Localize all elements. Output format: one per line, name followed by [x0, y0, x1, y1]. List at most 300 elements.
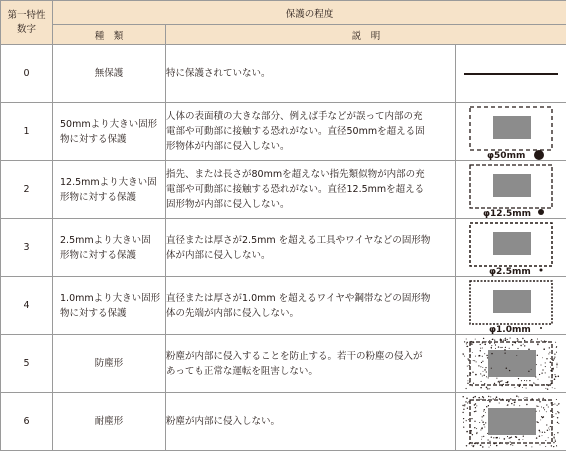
dust-particle [544, 409, 545, 410]
dust-particle [476, 405, 477, 406]
dust-particle [550, 425, 551, 426]
dust-particle [472, 385, 473, 386]
description-line: 電部や可動部に接触する恐れがない。直径12.5mmを超える [166, 184, 425, 195]
dust-particle [474, 360, 475, 361]
dust-particle [474, 395, 475, 396]
dust-particle [463, 421, 464, 422]
dust-particle [557, 421, 558, 422]
dust-particle [487, 357, 488, 358]
dust-particle [502, 398, 504, 400]
dust-particle [472, 352, 473, 353]
dust-particle [469, 443, 470, 444]
dust-particle [539, 435, 540, 436]
dust-particle [476, 361, 477, 362]
dust-particle [466, 343, 467, 344]
dust-particle [480, 366, 481, 367]
dust-particle [499, 402, 500, 403]
dust-particle [475, 407, 476, 408]
dust-particle [554, 374, 555, 375]
protection-type [53, 335, 166, 393]
dust-particle [486, 376, 487, 377]
dust-particle [518, 396, 519, 397]
dust-particle [531, 368, 532, 369]
dust-particle [508, 383, 509, 384]
dust-particle [521, 380, 522, 381]
dust-particle [522, 439, 523, 440]
dust-particle [482, 375, 483, 376]
dust-particle [469, 381, 470, 382]
dust-particle [556, 351, 557, 352]
dust-particle [495, 347, 496, 348]
dust-particle [517, 341, 518, 342]
dust-particle [483, 337, 484, 338]
dust-particle [467, 382, 468, 383]
description-line: 粉塵が内部に侵入しない。 [166, 416, 281, 427]
description-line: 指先、または長さが80mmを超えない指先類似物が内部の充 [166, 169, 425, 180]
dust-particle [467, 365, 468, 366]
dust-particle [558, 423, 559, 424]
dust-particle [511, 436, 512, 437]
dust-particle [466, 420, 467, 421]
dust-particle [472, 343, 473, 344]
dust-particle [464, 341, 465, 342]
dust-particle [483, 410, 484, 411]
dust-particle [543, 407, 544, 408]
dust-particle [550, 382, 551, 383]
dust-particle [507, 443, 508, 444]
dust-particle [552, 411, 553, 412]
dust-particle [507, 436, 508, 437]
dust-particle [514, 401, 515, 402]
table-row [1, 103, 566, 161]
dust-particle [512, 444, 513, 445]
dust-particle [552, 374, 553, 375]
dust-particle [500, 339, 501, 340]
dust-particle [478, 365, 479, 366]
dust-particle [555, 439, 556, 440]
dust-particle [468, 419, 469, 420]
dust-particle [540, 419, 541, 420]
dust-particle [480, 347, 481, 348]
dust-particle [468, 401, 469, 402]
dust-particle [511, 402, 512, 403]
dust-particle [493, 437, 494, 438]
description-line: 直径または厚さが1.0mm を超えるワイヤや鋼帯などの固形物 [166, 292, 431, 304]
dust-particle [551, 377, 552, 378]
row-number: 3 [1, 219, 53, 277]
dust-particle [480, 386, 482, 388]
dust-particle [474, 410, 475, 411]
dust-particle [486, 406, 487, 407]
dust-particle [463, 408, 464, 409]
dust-particle [498, 346, 499, 347]
dust-particle [493, 398, 494, 399]
dust-particle [540, 444, 541, 445]
dust-particle [464, 405, 465, 406]
protection-type-line: 50mmより大きい固形 [60, 118, 158, 130]
dust-particle [545, 366, 546, 367]
dust-particle [558, 412, 559, 413]
row-number: 0 [1, 45, 53, 103]
first-char-header-line2: 数字 [16, 23, 36, 35]
protection-type [53, 277, 166, 335]
dust-particle [473, 382, 474, 383]
dust-particle [541, 442, 542, 443]
dust-particle [526, 403, 527, 404]
dust-particle [467, 345, 468, 346]
dust-particle [536, 410, 537, 411]
dust-particle [483, 435, 484, 436]
protection-type-line: 防塵形 [94, 358, 124, 369]
dust-particle [543, 348, 545, 350]
protection-type [53, 219, 166, 277]
dust-particle [523, 398, 524, 399]
dust-particle [504, 352, 505, 353]
dust-particle [503, 383, 504, 384]
dust-particle [516, 354, 517, 355]
dust-particle [482, 367, 483, 368]
dust-particle [554, 387, 555, 388]
dust-particle [476, 428, 477, 429]
dust-particle [501, 380, 502, 381]
dust-particle [479, 354, 481, 356]
dust-particle [539, 431, 540, 432]
dust-particle [488, 405, 489, 406]
dust-particle [517, 338, 518, 339]
dust-particle [484, 383, 485, 384]
dust-particle [484, 369, 486, 371]
dust-particle [482, 395, 484, 397]
diagram-12-5mm [456, 161, 566, 219]
dust-particle [509, 347, 510, 348]
dust-particle [526, 380, 527, 381]
dust-particle [545, 362, 546, 363]
dust-particle [550, 380, 551, 381]
dust-particle [475, 403, 476, 404]
dust-particle [491, 367, 492, 368]
dust-particle [546, 358, 547, 359]
dust-particle [501, 384, 502, 385]
protection-type-line: 12.5mmより大きい固 [60, 176, 157, 188]
dust-particle [556, 346, 557, 347]
dust-particle [541, 406, 542, 407]
dust-particle [548, 385, 549, 386]
dust-particle [499, 398, 501, 400]
dust-particle [494, 382, 495, 383]
dust-particle [552, 387, 553, 388]
dust-particle [546, 384, 548, 386]
dust-particle [520, 344, 521, 345]
dust-particle [524, 339, 525, 340]
dust-particle [487, 432, 488, 433]
dust-particle [502, 442, 503, 443]
row-number: 5 [1, 335, 53, 393]
dust-particle [519, 405, 520, 406]
dust-particle [539, 410, 540, 411]
protection-description [166, 161, 456, 219]
dust-particle [463, 417, 464, 418]
dust-particle [507, 381, 509, 383]
dust-particle [551, 402, 552, 403]
dust-particle [484, 343, 486, 345]
dust-particle [531, 398, 533, 400]
dust-particle [482, 436, 483, 437]
dust-particle [507, 404, 508, 405]
dust-particle [545, 387, 546, 388]
dust-particle [537, 354, 538, 355]
dust-particle [548, 353, 549, 354]
dust-particle [466, 445, 467, 446]
dust-particle [481, 361, 482, 362]
dust-particle [557, 417, 558, 418]
dust-particle [516, 436, 517, 437]
dust-particle [492, 339, 493, 340]
dust-particle [538, 398, 539, 399]
dust-particle [551, 445, 552, 446]
dust-particle [482, 360, 483, 361]
dust-particle [557, 362, 558, 363]
dust-particle [522, 337, 523, 338]
dust-particle [471, 417, 472, 418]
dust-particle [549, 429, 550, 430]
dust-particle [494, 342, 495, 343]
dust-particle [480, 398, 481, 399]
dust-particle [546, 424, 547, 425]
dust-particle [491, 352, 493, 354]
dust-particle [539, 373, 540, 374]
dust-particle [553, 436, 554, 437]
dust-particle [512, 344, 513, 345]
dust-particle [484, 353, 485, 354]
description-line: 直径または厚さが2.5mm を超える工具やワイヤなどの固形物 [166, 234, 431, 246]
row-number: 1 [1, 103, 53, 161]
description-line: 形物体が内部に侵入しない。 [166, 141, 290, 152]
dust-particle [467, 358, 468, 359]
dust-particle [538, 405, 539, 406]
dust-particle [470, 351, 471, 352]
dust-particle [470, 340, 471, 341]
dust-particle [555, 341, 556, 342]
dust-particle [475, 410, 476, 411]
dust-particle [483, 397, 484, 398]
dust-particle [495, 344, 496, 345]
dust-particle [528, 348, 530, 350]
dust-particle [552, 359, 554, 361]
dust-particle [526, 397, 527, 398]
dust-particle [486, 371, 487, 372]
dust-particle [503, 339, 504, 340]
dust-particle [550, 410, 551, 411]
dust-particle [520, 383, 521, 384]
dust-particle [483, 415, 484, 416]
dust-particle [488, 377, 489, 378]
dust-particle [473, 396, 475, 398]
dust-particle [542, 357, 543, 358]
dust-particle [556, 366, 557, 367]
dust-particle [474, 427, 475, 428]
dust-particle [558, 403, 559, 404]
dust-particle [489, 342, 490, 343]
table-row [1, 335, 566, 393]
dust-particle [466, 345, 467, 346]
dust-particle [515, 342, 516, 343]
dust-particle [485, 422, 486, 423]
dust-particle [481, 380, 482, 381]
description-line: 特に保護されていない。 [166, 68, 271, 79]
dust-particle [489, 446, 490, 447]
dust-particle [488, 439, 489, 440]
dust-particle [490, 444, 491, 445]
dust-particle [533, 382, 534, 383]
dust-particle [478, 396, 480, 398]
dust-particle [487, 388, 488, 389]
dust-particle [499, 381, 500, 382]
dust-particle [486, 354, 487, 355]
dust-particle [462, 404, 463, 405]
dust-particle [546, 411, 547, 412]
diagram-2-5mm [456, 219, 566, 277]
dust-particle [556, 364, 557, 365]
dust-particle [504, 438, 506, 440]
protection-type-line: 物に対する保護 [60, 133, 127, 145]
dust-particle [554, 378, 556, 380]
dust-particle [548, 427, 549, 428]
dust-particle [556, 445, 557, 446]
description-line: あっても正常な運転を阻害しない。 [166, 365, 318, 377]
dust-particle [473, 360, 474, 361]
dust-particle [482, 446, 483, 447]
dust-particle [539, 429, 541, 431]
dust-particle [466, 397, 468, 399]
dust-particle [513, 404, 514, 405]
description-header: 説 明 [166, 25, 566, 45]
table-row [1, 393, 566, 451]
dust-particle [463, 396, 464, 397]
dust-particle [502, 346, 503, 347]
dust-particle [474, 420, 475, 421]
dust-particle [549, 351, 550, 352]
dust-particle [542, 435, 543, 436]
description-line: 固形物が内部に侵入しない。 [166, 199, 290, 210]
dust-particle [556, 398, 557, 399]
dust-particle [543, 384, 544, 385]
dust-particle [486, 386, 488, 388]
dust-particle [548, 437, 549, 438]
dust-particle [517, 348, 518, 349]
dust-particle [480, 429, 481, 430]
protection-type-line: 無保護 [94, 68, 124, 79]
dust-particle [543, 416, 544, 417]
dust-particle [526, 387, 527, 388]
dust-particle [551, 429, 552, 430]
dust-particle [522, 387, 523, 388]
dust-particle [480, 373, 481, 374]
dust-particle [542, 431, 543, 432]
dust-particle [482, 416, 483, 417]
dust-particle [545, 400, 546, 401]
dust-particle [496, 377, 497, 378]
dust-particle [483, 374, 484, 375]
protection-description [166, 393, 456, 451]
protection-type-line: 耐塵形 [94, 416, 124, 427]
protection-type-line: 物に対する保護 [60, 307, 127, 319]
dust-particle [505, 339, 507, 341]
dust-particle [491, 347, 492, 348]
dust-particle [500, 346, 501, 347]
dust-particle [466, 430, 468, 432]
dust-particle [531, 446, 532, 447]
dust-particle [557, 411, 558, 412]
dust-particle [545, 446, 546, 447]
dust-particle [462, 411, 463, 412]
dust-particle [555, 413, 556, 414]
dust-particle [537, 421, 538, 422]
dust-particle [523, 435, 524, 436]
diagram-50mm [456, 103, 566, 161]
dust-particle [553, 416, 554, 417]
dust-particle [525, 444, 527, 446]
dust-particle [505, 346, 506, 347]
dust-particle [551, 422, 552, 423]
dust-particle [487, 399, 488, 400]
dust-particle [471, 343, 473, 345]
dust-particle [469, 354, 470, 355]
diameter-label: φ12.5mm [483, 208, 532, 218]
protection-type [53, 161, 166, 219]
dust-particle [545, 372, 546, 373]
diameter-label: φ50mm [487, 150, 526, 160]
protection-type [53, 393, 166, 451]
dust-particle [474, 442, 475, 443]
dust-particle [553, 369, 554, 370]
dust-particle [551, 344, 552, 345]
dust-particle [480, 343, 481, 344]
dust-particle [466, 387, 467, 388]
dust-particle [544, 431, 545, 432]
dust-particle [537, 344, 538, 345]
dust-particle [490, 396, 491, 397]
dust-particle [489, 400, 491, 402]
dust-particle [557, 404, 558, 405]
table-row [1, 277, 566, 335]
dust-particle [536, 437, 537, 438]
dust-particle [489, 440, 490, 441]
description-line: 粉塵が内部に侵入することを防止する。若干の粉塵の侵入が [166, 350, 423, 362]
dust-particle [467, 402, 468, 403]
dust-particle [524, 345, 525, 346]
protection-type-line: 1.0mmより大きい固形 [60, 292, 161, 304]
dust-particle [467, 375, 469, 377]
dust-particle [463, 353, 464, 354]
dust-particle [509, 369, 510, 370]
dust-particle [547, 388, 548, 389]
dust-particle [488, 388, 489, 389]
dust-particle [539, 400, 541, 402]
protection-description [166, 45, 456, 103]
dust-particle [516, 395, 518, 397]
row-number: 6 [1, 393, 53, 451]
dust-particle [495, 397, 496, 398]
dust-particle [541, 340, 542, 341]
dust-particle [529, 379, 530, 380]
dust-particle [469, 359, 470, 360]
dust-particle [484, 426, 485, 427]
dust-particle [554, 358, 555, 359]
diagram-dust-tight [456, 393, 566, 451]
dust-particle [466, 338, 467, 339]
dust-particle [476, 432, 477, 433]
dust-particle [489, 340, 490, 341]
